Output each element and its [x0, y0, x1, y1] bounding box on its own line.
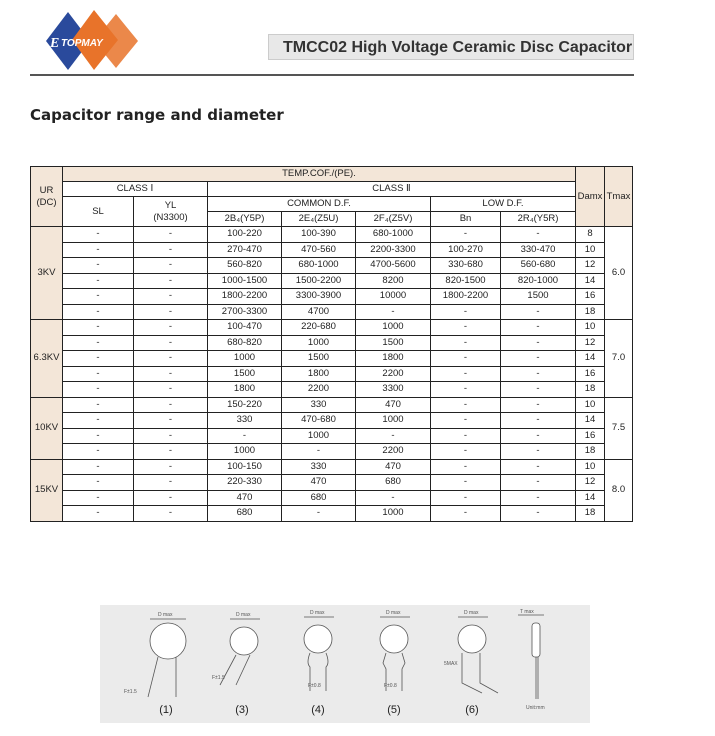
table-cell: 18: [576, 382, 605, 398]
table-cell: -: [431, 459, 501, 475]
table-cell: -: [501, 428, 576, 444]
table-cell: 4700: [282, 304, 356, 320]
voltage-cell: 3KV: [31, 227, 63, 320]
table-cell: -: [63, 351, 134, 367]
svg-text:D max: D max: [236, 612, 251, 618]
brand-text: E: [50, 36, 60, 51]
table-cell: -: [356, 490, 431, 506]
table-cell: -: [501, 475, 576, 491]
table-cell: 1800: [208, 382, 282, 398]
table-cell: 2200: [282, 382, 356, 398]
table-cell: -: [282, 506, 356, 522]
header-divider: [30, 74, 634, 76]
section-title: Capacitor range and diameter: [30, 106, 284, 124]
table-cell: 2200-3300: [356, 242, 431, 258]
table-row: [31, 459, 633, 475]
low-df-header: LOW D.F.: [431, 197, 576, 212]
table-row: [31, 413, 633, 429]
table-cell: 1500: [208, 366, 282, 382]
table-cell: -: [356, 428, 431, 444]
table-row: [31, 335, 633, 351]
table-cell: -: [501, 320, 576, 336]
table-cell: -: [501, 304, 576, 320]
table-cell: 1800: [356, 351, 431, 367]
table-cell: -: [63, 444, 134, 460]
col-bn-header: Bn: [431, 212, 501, 227]
table-cell: -: [501, 459, 576, 475]
table-cell: -: [134, 475, 208, 491]
table-cell: -: [63, 413, 134, 429]
svg-text:F±1.5: F±1.5: [124, 689, 137, 695]
table-cell: -: [431, 413, 501, 429]
table-cell: -: [63, 506, 134, 522]
table-cell: -: [431, 444, 501, 460]
table-cell: 1000: [208, 444, 282, 460]
table-cell: 1000: [356, 413, 431, 429]
table-cell: 820-1500: [431, 273, 501, 289]
table-cell: -: [431, 227, 501, 243]
table-row: [31, 490, 633, 506]
table-cell: 1500-2200: [282, 273, 356, 289]
class1-header: CLASS Ⅰ: [63, 182, 208, 197]
table-cell: 1000: [282, 335, 356, 351]
table-row: [31, 366, 633, 382]
table-cell: 470: [356, 397, 431, 413]
table-cell: -: [134, 242, 208, 258]
table-cell: 680: [208, 506, 282, 522]
table-cell: 2700-3300: [208, 304, 282, 320]
table-cell: 18: [576, 506, 605, 522]
table-cell: -: [282, 444, 356, 460]
damx-header: Damx: [576, 167, 605, 227]
table-row: [31, 428, 633, 444]
table-cell: 560-820: [208, 258, 282, 274]
svg-text:F±0.8: F±0.8: [384, 683, 397, 689]
table-cell: -: [63, 258, 134, 274]
table-cell: -: [208, 428, 282, 444]
table-cell: -: [501, 506, 576, 522]
table-cell: -: [63, 227, 134, 243]
table-cell: -: [63, 242, 134, 258]
table-cell: 1500: [501, 289, 576, 305]
table-cell: 330-470: [501, 242, 576, 258]
table-row: [31, 320, 633, 336]
table-cell: 680-820: [208, 335, 282, 351]
table-cell: 1500: [282, 351, 356, 367]
voltage-cell: 15KV: [31, 459, 63, 521]
table-cell: -: [134, 304, 208, 320]
col-2r-header: 2R₄(Y5R): [501, 212, 576, 227]
table-cell: 14: [576, 273, 605, 289]
table-cell: 4700-5600: [356, 258, 431, 274]
table-cell: 16: [576, 289, 605, 305]
table-cell: 220-680: [282, 320, 356, 336]
table-cell: -: [134, 335, 208, 351]
dmax-label-1: D max: [158, 612, 173, 618]
table-cell: 18: [576, 444, 605, 460]
table-row: [31, 258, 633, 274]
table-cell: -: [134, 506, 208, 522]
svg-text:D max: D max: [310, 610, 325, 616]
table-cell: 100-150: [208, 459, 282, 475]
table-cell: 1800: [282, 366, 356, 382]
table-row: [31, 475, 633, 491]
table-cell: -: [134, 273, 208, 289]
table-cell: 16: [576, 366, 605, 382]
table-cell: -: [431, 397, 501, 413]
svg-text:T max: T max: [520, 609, 534, 615]
common-df-header: COMMON D.F.: [208, 197, 431, 212]
table-cell: 470: [208, 490, 282, 506]
col-2f-header: 2F₄(Z5V): [356, 212, 431, 227]
table-cell: -: [431, 382, 501, 398]
class2-header: CLASS Ⅱ: [208, 182, 576, 197]
table-cell: -: [431, 475, 501, 491]
table-cell: -: [431, 490, 501, 506]
diagram-5: [380, 610, 410, 691]
table-cell: -: [501, 382, 576, 398]
table-cell: -: [63, 475, 134, 491]
table-cell: 560-680: [501, 258, 576, 274]
diagram-side: [518, 609, 545, 711]
svg-text:F±1.5: F±1.5: [212, 675, 225, 681]
col-yl-header: YL (N3300): [134, 197, 208, 227]
svg-text:TOPMAY: TOPMAY: [61, 38, 103, 49]
table-cell: 1500: [356, 335, 431, 351]
table-row: [31, 289, 633, 305]
table-cell: -: [356, 304, 431, 320]
table-cell: -: [431, 351, 501, 367]
table-cell: 1000: [356, 506, 431, 522]
table-row: [31, 242, 633, 258]
table-cell: 10000: [356, 289, 431, 305]
diagram-label-5: (5): [387, 704, 401, 716]
table-cell: 1000: [208, 351, 282, 367]
table-cell: -: [501, 413, 576, 429]
table-cell: 330-680: [431, 258, 501, 274]
table-cell: 10: [576, 320, 605, 336]
table-row: [31, 351, 633, 367]
table-cell: -: [63, 397, 134, 413]
table-cell: -: [501, 335, 576, 351]
table-cell: -: [134, 320, 208, 336]
voltage-cell: 10KV: [31, 397, 63, 459]
table-cell: 680: [356, 475, 431, 491]
table-cell: 680: [282, 490, 356, 506]
table-cell: 470: [356, 459, 431, 475]
table-cell: 18: [576, 304, 605, 320]
table-cell: 2200: [356, 366, 431, 382]
table-cell: -: [431, 304, 501, 320]
col-2b-header: 2B₄(Y5P): [208, 212, 282, 227]
table-cell: 150-220: [208, 397, 282, 413]
capacitor-range-table: [30, 166, 633, 522]
diagram-label-1: (1): [159, 704, 173, 716]
tmax-header: Tmax: [605, 167, 633, 227]
table-cell: 680-1000: [356, 227, 431, 243]
diagram-label-4: (4): [311, 704, 325, 716]
svg-text:5MAX: 5MAX: [444, 661, 458, 667]
table-cell: 12: [576, 258, 605, 274]
table-cell: -: [431, 506, 501, 522]
table-row: [31, 227, 633, 243]
table-cell: -: [431, 335, 501, 351]
table-cell: 3300: [356, 382, 431, 398]
table-cell: -: [134, 459, 208, 475]
table-cell: 470-680: [282, 413, 356, 429]
diagram-4: [304, 610, 334, 691]
table-cell: 12: [576, 335, 605, 351]
table-cell: -: [63, 273, 134, 289]
table-cell: -: [501, 366, 576, 382]
table-cell: -: [134, 366, 208, 382]
table-cell: 3300-3900: [282, 289, 356, 305]
tmax-cell: 6.0: [605, 227, 633, 320]
table-cell: 470-560: [282, 242, 356, 258]
table-cell: -: [134, 397, 208, 413]
table-cell: 100-270: [431, 242, 501, 258]
col-2e-header: 2E₄(Z5U): [282, 212, 356, 227]
table-cell: 330: [282, 397, 356, 413]
table-row: [31, 444, 633, 460]
table-cell: 10: [576, 459, 605, 475]
diagram-1: [124, 612, 186, 697]
table-cell: -: [134, 413, 208, 429]
ur-header: UR (DC): [31, 167, 63, 227]
table-cell: -: [431, 366, 501, 382]
svg-text:D max: D max: [386, 610, 401, 616]
table-cell: -: [63, 335, 134, 351]
table-cell: -: [63, 304, 134, 320]
table-cell: 1000-1500: [208, 273, 282, 289]
table-row: [31, 382, 633, 398]
tmax-cell: 8.0: [605, 459, 633, 521]
table-cell: 8: [576, 227, 605, 243]
table-cell: -: [63, 490, 134, 506]
table-cell: 8200: [356, 273, 431, 289]
etopmay-logo: [44, 10, 140, 72]
tmax-cell: 7.5: [605, 397, 633, 459]
table-cell: -: [431, 428, 501, 444]
table-cell: -: [134, 382, 208, 398]
table-cell: 1000: [282, 428, 356, 444]
table-cell: 14: [576, 490, 605, 506]
table-cell: -: [501, 397, 576, 413]
table-cell: -: [134, 258, 208, 274]
table-cell: -: [134, 428, 208, 444]
table-cell: 270-470: [208, 242, 282, 258]
table-cell: 330: [208, 413, 282, 429]
diagram-label-3: (3): [235, 704, 249, 716]
col-sl-header: SL: [63, 197, 134, 227]
table-cell: 14: [576, 351, 605, 367]
table-cell: -: [63, 382, 134, 398]
table-cell: -: [63, 428, 134, 444]
diagram-label-6: (6): [465, 704, 479, 716]
table-cell: -: [63, 459, 134, 475]
table-cell: -: [501, 351, 576, 367]
table-cell: -: [501, 444, 576, 460]
table-cell: 12: [576, 475, 605, 491]
table-cell: 1800-2200: [431, 289, 501, 305]
temp-cof-header: TEMP.COF./(PE).: [63, 167, 576, 182]
voltage-cell: 6.3KV: [31, 320, 63, 398]
table-row: [31, 506, 633, 522]
table-cell: 470: [282, 475, 356, 491]
diagram-3: [212, 612, 260, 685]
table-cell: -: [134, 289, 208, 305]
table-row: [31, 397, 633, 413]
table-cell: 680-1000: [282, 258, 356, 274]
table-cell: -: [134, 227, 208, 243]
table-cell: 100-220: [208, 227, 282, 243]
table-cell: 10: [576, 242, 605, 258]
table-cell: 100-390: [282, 227, 356, 243]
table-cell: -: [63, 366, 134, 382]
table-row: [31, 273, 633, 289]
svg-text:F±0.8: F±0.8: [308, 683, 321, 689]
table-cell: 1800-2200: [208, 289, 282, 305]
table-cell: 16: [576, 428, 605, 444]
page-title: TMCC02 High Voltage Ceramic Disc Capacitor: [268, 34, 634, 60]
svg-text:Unit:mm: Unit:mm: [526, 705, 545, 711]
table-cell: 330: [282, 459, 356, 475]
table-cell: 820-1000: [501, 273, 576, 289]
table-cell: 14: [576, 413, 605, 429]
table-cell: -: [431, 320, 501, 336]
table-cell: 220-330: [208, 475, 282, 491]
table-cell: -: [134, 444, 208, 460]
table-cell: 2200: [356, 444, 431, 460]
table-cell: 10: [576, 397, 605, 413]
table-cell: -: [134, 490, 208, 506]
table-cell: -: [501, 490, 576, 506]
tmax-cell: 7.0: [605, 320, 633, 398]
table-cell: 100-470: [208, 320, 282, 336]
table-cell: -: [63, 320, 134, 336]
svg-text:D max: D max: [464, 610, 479, 616]
table-cell: -: [501, 227, 576, 243]
table-row: [31, 304, 633, 320]
diagram-6: [444, 610, 498, 693]
table-cell: -: [63, 289, 134, 305]
table-cell: 1000: [356, 320, 431, 336]
table-cell: -: [134, 351, 208, 367]
